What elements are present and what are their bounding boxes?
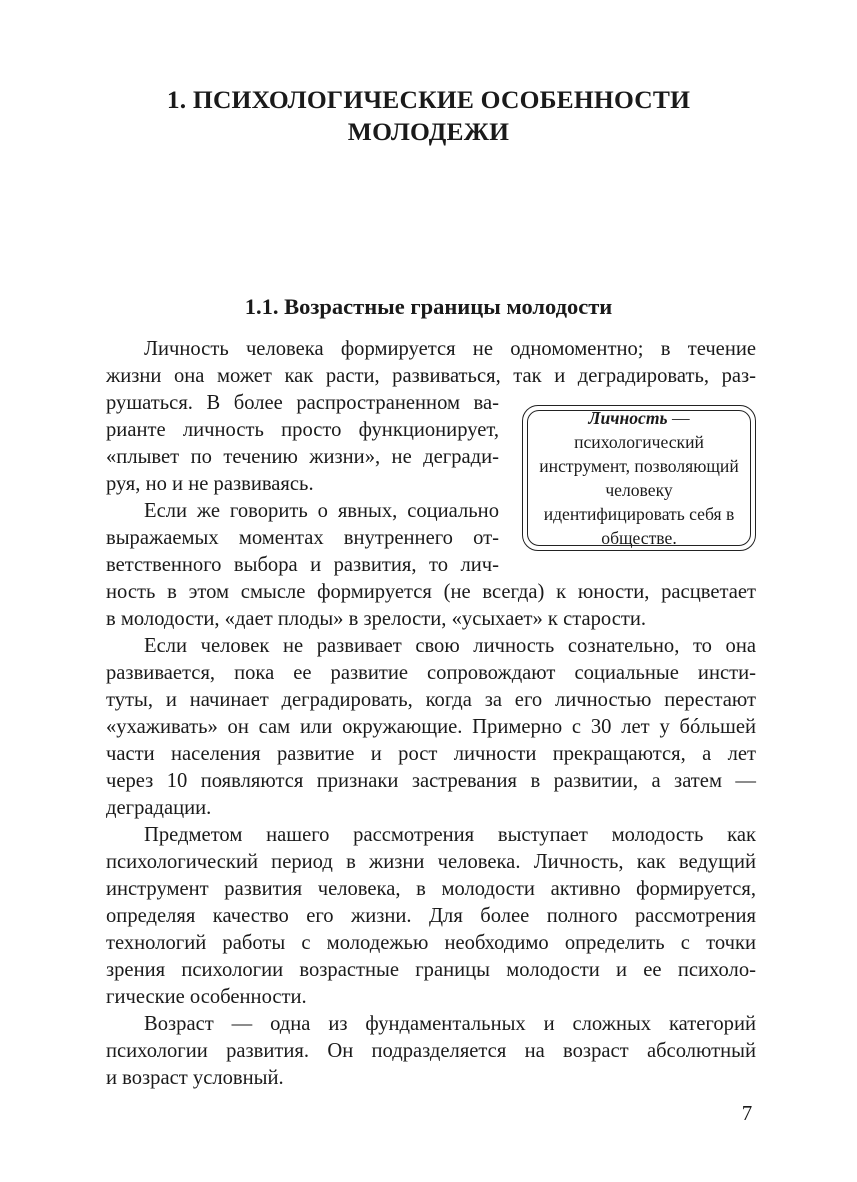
text-line: через 10 появляются признаки застревания в развитии, а затем — <box>106 770 756 792</box>
text-line: Если же говорить о явных, социально <box>144 500 499 522</box>
text-line: инструмент развития человека, в молодости активно формируется, <box>106 878 756 900</box>
text-line: туты, и начинает деградировать, когда за его личностью перестают <box>106 689 756 711</box>
text-line: технологий работы с молодежью необходимо определить с точки <box>106 932 756 954</box>
text-line: в молодости, «дает плоды» в зрелости, «усыхает» к старости. <box>106 608 647 630</box>
text-line: Возраст — одна из фундаментальных и сложных категорий <box>144 1013 756 1035</box>
text-line: Если человек не развивает свою личность сознательно, то она <box>144 635 756 657</box>
text-line: рушаться. В более распространенном ва- <box>106 392 499 414</box>
text-line: рианте личность просто функционирует, <box>106 419 499 441</box>
chapter-title <box>0 84 857 148</box>
text-line: «плывет по течению жизни», не дегради- <box>106 446 499 468</box>
text-line: и возраст условный. <box>106 1067 284 1089</box>
text-line: гические особенности. <box>106 986 307 1008</box>
section-title: 1.1. Возрастные границы молодости <box>244 294 613 319</box>
text-line: Предметом нашего рассмотрения выступает молодость как <box>144 824 756 846</box>
chapter-title-line-1: 1. ПСИХОЛОГИЧЕСКИЕ ОСОБЕННОСТИ <box>166 85 691 114</box>
text-line: Личность человека формируется не одномоментно; в течение <box>144 338 756 360</box>
chapter-title-line-2: МОЛОДЕЖИ <box>347 117 510 146</box>
page-number: 7 <box>741 1101 753 1125</box>
definition-callout <box>522 405 756 551</box>
text-line: ность в этом смысле формируется (не всегда) к юности, расцветает <box>106 581 756 603</box>
text-line: деградации. <box>106 797 212 819</box>
text-line: части населения развитие и рост личности прекращаются, а лет <box>106 743 756 765</box>
text-line: психологический период в жизни человека. Личность, как ведущий <box>106 851 756 873</box>
definition-term: Личность <box>588 408 668 428</box>
text-line: психологии развития. Он подразделяется на возраст абсолютный <box>106 1040 756 1062</box>
text-line: выражаемых моментах внутреннего от- <box>106 527 499 549</box>
definition-text <box>534 406 744 550</box>
text-line: «ухаживать» он сам или окружающие. Примерно с 30 лет у бóльшей <box>106 716 756 738</box>
definition-callout-inner-frame <box>527 410 751 546</box>
text-line: ветственного выбора и развития, то лич- <box>106 554 499 576</box>
text-line: развивается, пока ее развитие сопровождают социальные инсти- <box>106 662 756 684</box>
text-line: жизни она может как расти, развиваться, так и деградировать, раз- <box>106 365 756 387</box>
text-line: зрения психологии возрастные границы молодости и ее психоло- <box>106 959 756 981</box>
definition-body: — психологический инструмент, позволяющий человеку идентифицировать себя в обществе. <box>539 408 739 548</box>
text-line: определяя качество его жизни. Для более полного рассмотрения <box>106 905 756 927</box>
text-line: руя, но и не развиваясь. <box>106 473 314 495</box>
